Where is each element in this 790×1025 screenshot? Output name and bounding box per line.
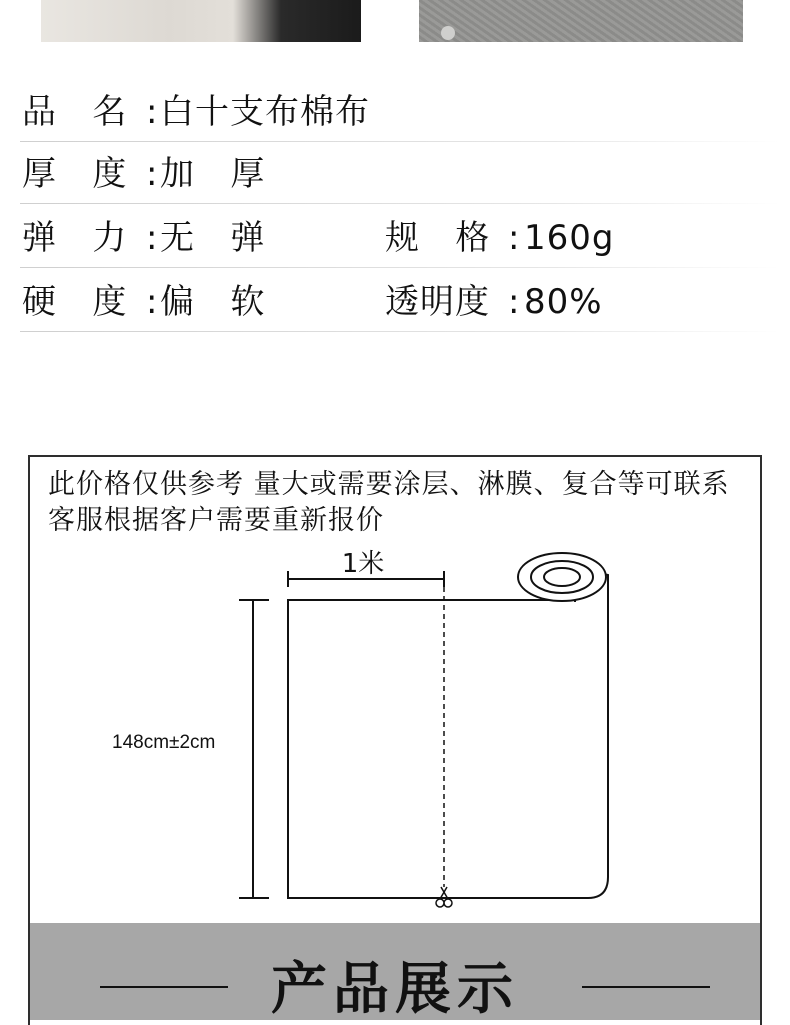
banner-title: 产品展示 <box>271 957 519 1022</box>
spec-value: 160g <box>524 218 615 258</box>
roll-drawing <box>30 457 764 927</box>
price-note: 此价格仅供参考 量大或需要涂层、淋膜、复合等可联系客服根据客户需要重新报价 <box>48 469 730 536</box>
spec-label: 品 名 <box>22 92 128 132</box>
spec-row-hardness <box>0 268 780 332</box>
spec-colon: : <box>508 218 520 258</box>
spec-label: 厚 度 <box>22 154 128 194</box>
spec-value: 白十支布棉布 <box>160 92 370 132</box>
spec-label: 弹 力 <box>22 218 128 258</box>
spec-label: 透明度 <box>385 282 490 322</box>
spec-value: 无 弹 <box>160 218 266 258</box>
fabric-photo-right <box>419 0 743 42</box>
spec-colon: : <box>146 218 158 258</box>
spec-row-thickness <box>0 140 780 204</box>
spec-colon: : <box>146 282 158 322</box>
height-label: 148cm±2cm <box>112 732 216 753</box>
spec-value: 偏 软 <box>160 282 266 322</box>
spec-colon: : <box>508 282 520 322</box>
fabric-sheet <box>288 573 608 898</box>
spec-label: 硬 度 <box>22 282 128 322</box>
banner-rule-right <box>582 986 710 988</box>
fabric-photo-left <box>41 0 361 42</box>
product-display-banner <box>30 923 760 1020</box>
spec-row-elasticity <box>0 204 780 268</box>
spec-label: 规 格 <box>385 218 491 258</box>
spec-colon: : <box>146 154 158 194</box>
spec-value: 加 厚 <box>160 154 266 194</box>
row-divider <box>20 331 780 332</box>
spec-row-name <box>0 78 780 142</box>
spec-colon: : <box>146 92 158 132</box>
spec-value: 80% <box>524 282 603 322</box>
width-label: 1米 <box>341 549 385 579</box>
